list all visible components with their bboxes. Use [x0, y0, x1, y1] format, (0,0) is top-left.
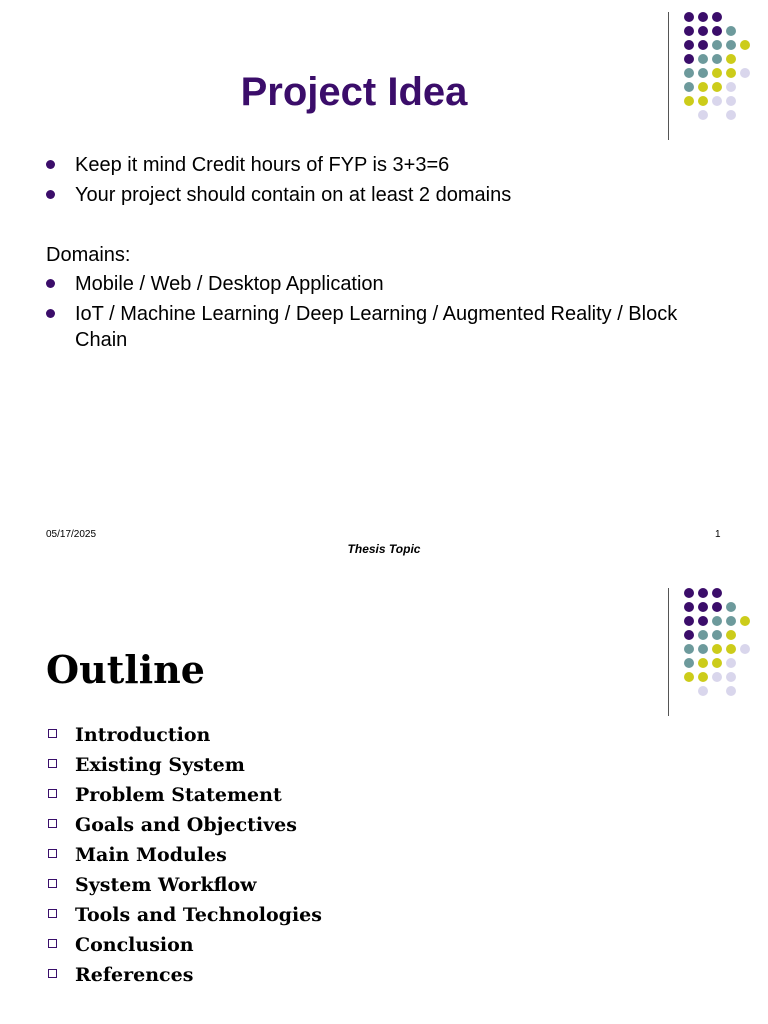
outline-item [75, 752, 245, 778]
bullet-text: Keep it mind Credit hours of FYP is 3+3=6 [75, 154, 450, 176]
decorative-dot [684, 630, 694, 640]
decorative-dot [740, 68, 750, 78]
decorative-dot [698, 644, 708, 654]
decorative-dot [684, 616, 694, 626]
bullet-dot-icon [46, 279, 55, 288]
decorative-dot [684, 26, 694, 36]
decorative-dot [684, 658, 694, 668]
decorative-dot [740, 616, 750, 626]
decorative-dot [712, 96, 722, 106]
decorative-dot [698, 672, 708, 682]
decorative-dot [712, 26, 722, 36]
decorative-dot [684, 12, 694, 22]
decorative-dot [726, 26, 736, 36]
decorative-dot [726, 110, 736, 120]
outline-item-text: Introduction [75, 724, 211, 746]
decorative-dot [712, 658, 722, 668]
bullet-item [75, 301, 735, 353]
square-bullet-icon [48, 759, 57, 768]
decorative-dot [726, 82, 736, 92]
decorative-dot [684, 672, 694, 682]
square-bullet-icon [48, 819, 57, 828]
outline-item [75, 932, 194, 958]
decorative-dot [726, 630, 736, 640]
square-bullet-icon [48, 879, 57, 888]
decorative-dot [740, 40, 750, 50]
square-bullet-icon [48, 729, 57, 738]
decorative-dot [712, 644, 722, 654]
decorative-dot [698, 616, 708, 626]
outline-item [75, 872, 257, 898]
decorative-dot [726, 96, 736, 106]
outline-item-text: Problem Statement [75, 784, 282, 806]
decorative-dot [712, 602, 722, 612]
decorative-dot [712, 672, 722, 682]
decorative-dot [712, 82, 722, 92]
decorative-dot [726, 616, 736, 626]
bullet-text: Mobile / Web / Desktop Application [75, 273, 384, 295]
slide-date: 05/17/2025 [46, 529, 97, 540]
decorative-dot [726, 40, 736, 50]
slide-title: Outline [46, 647, 205, 692]
decorative-dot [726, 54, 736, 64]
bullet-dot-icon [46, 190, 55, 199]
decorative-dot [698, 686, 708, 696]
decorative-dot [684, 602, 694, 612]
decorative-dot [712, 12, 722, 22]
outline-item-text: Tools and Technologies [75, 904, 322, 926]
decorative-dot [698, 630, 708, 640]
decorative-dot [684, 588, 694, 598]
bullet-dot-icon [46, 160, 55, 169]
decorative-dot [698, 588, 708, 598]
bullet-text: IoT / Machine Learning / Deep Learning / Augmented Reality / Block Chain [75, 303, 678, 351]
decorative-dot [712, 40, 722, 50]
decorative-dot [698, 40, 708, 50]
decorative-dot [726, 644, 736, 654]
decorative-dot [712, 68, 722, 78]
decorative-dot [726, 658, 736, 668]
decorative-dot [698, 602, 708, 612]
outline-item-text: References [75, 964, 194, 986]
outline-item [75, 812, 297, 838]
outline-item [75, 782, 282, 808]
bullet-text: Your project should contain on at least 2 domains [75, 184, 512, 206]
decorative-dot [726, 68, 736, 78]
slide-footer: Thesis Topic [347, 542, 421, 556]
decorative-dot [698, 658, 708, 668]
decorative-dot [684, 54, 694, 64]
square-bullet-icon [48, 969, 57, 978]
decorative-dot [698, 26, 708, 36]
divider-line [668, 588, 669, 716]
decorative-dot [726, 686, 736, 696]
decorative-dot [712, 588, 722, 598]
outline-item [75, 722, 210, 748]
decorative-dot [712, 54, 722, 64]
square-bullet-icon [48, 909, 57, 918]
page-number: 1 [715, 529, 721, 540]
outline-item-text: Main Modules [75, 844, 227, 866]
dot-pattern-decoration [684, 588, 754, 700]
bullet-item [75, 182, 735, 208]
decorative-dot [726, 602, 736, 612]
domains-label: Domains: [46, 244, 131, 266]
bullet-item [75, 271, 735, 297]
outline-item-text: System Workflow [75, 874, 257, 896]
decorative-dot [698, 12, 708, 22]
bullet-dot-icon [46, 309, 55, 318]
square-bullet-icon [48, 849, 57, 858]
decorative-dot [698, 54, 708, 64]
outline-item [75, 902, 322, 928]
outline-item [75, 962, 193, 988]
decorative-dot [712, 630, 722, 640]
outline-item-text: Goals and Objectives [75, 814, 297, 836]
slide-title: Project Idea [240, 70, 468, 114]
bullet-item [75, 152, 735, 178]
decorative-dot [712, 616, 722, 626]
decorative-dot [726, 672, 736, 682]
square-bullet-icon [48, 789, 57, 798]
outline-item-text: Conclusion [75, 934, 194, 956]
slide-outline [0, 576, 768, 1024]
outline-item [75, 842, 227, 868]
decorative-dot [740, 644, 750, 654]
square-bullet-icon [48, 939, 57, 948]
outline-item-text: Existing System [75, 754, 245, 776]
decorative-dot [684, 40, 694, 50]
decorative-dot [684, 644, 694, 654]
